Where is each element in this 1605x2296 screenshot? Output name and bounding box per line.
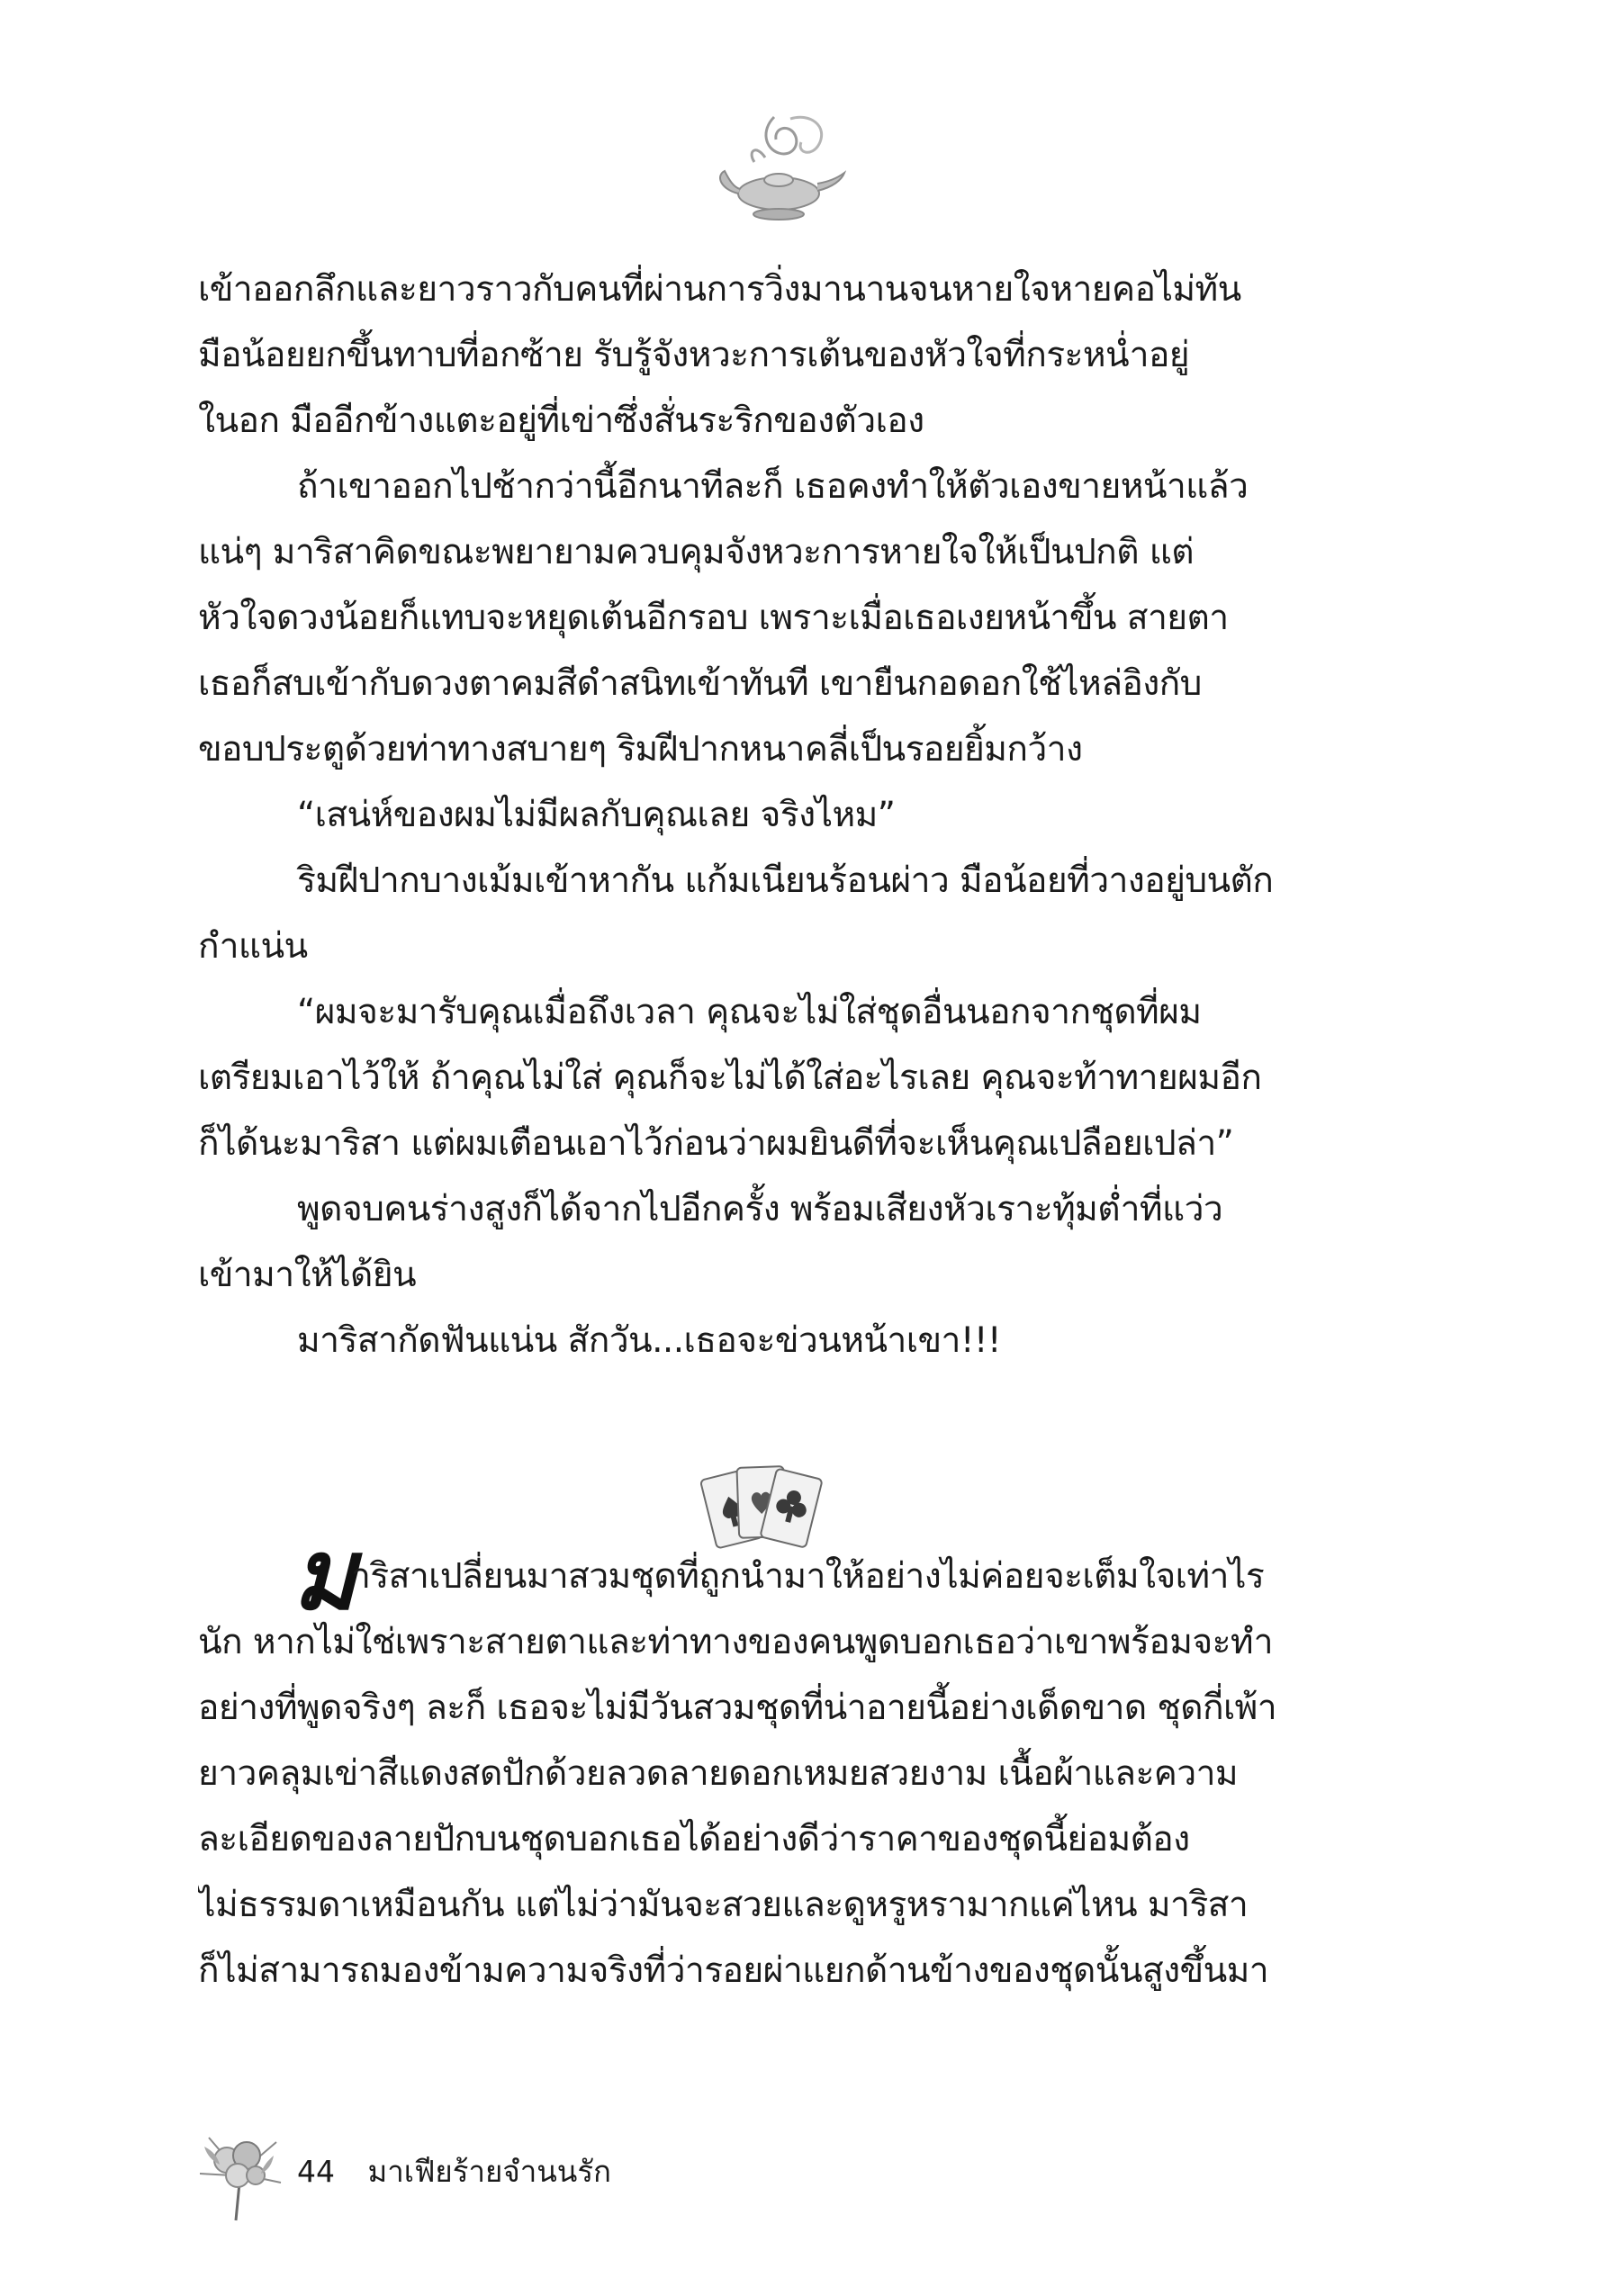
flower-bouquet-icon bbox=[191, 2120, 290, 2223]
book-title: มาเฟียร้ายจำนนรัก bbox=[367, 2154, 612, 2189]
text-line: กำแน่น bbox=[198, 926, 308, 967]
text-line: “ผมจะมารับคุณเมื่อถึงเวลา คุณจะไม่ใส่ชุดอื่นนอกจากชุดที่ผม bbox=[297, 992, 1202, 1032]
text-line: อย่างที่พูดจริงๆ ละก็ เธอจะไม่มีวันสวมชุดที่น่าอายนี้อย่างเด็ดขาด ชุดกี่เพ้า bbox=[198, 1688, 1277, 1728]
page-number: 44 bbox=[297, 2154, 335, 2189]
text-line: เตรียมเอาไว้ให้ ถ้าคุณไม่ใส่ คุณก็จะไม่ได้ใส่อะไรเลย คุณจะท้าทายผมอีก bbox=[198, 1058, 1262, 1098]
playing-cards-icon bbox=[693, 1451, 828, 1559]
text-line: เธอก็สบเข้ากับดวงตาคมสีดำสนิทเข้าทันที เขายืนกอดอกใช้ไหล่อิงกับ bbox=[198, 663, 1202, 704]
text-line: ก็ได้นะมาริสา แต่ผมเตือนเอาไว้ก่อนว่าผมยินดีที่จะเห็นคุณเปลือยเปล่า” bbox=[198, 1123, 1234, 1164]
magic-lamp-icon bbox=[711, 108, 846, 230]
text-line: ถ้าเขาออกไปช้ากว่านี้อีกนาทีละก็ เธอคงทำให้ตัวเองขายหน้าแล้ว bbox=[297, 466, 1249, 507]
text-line: พูดจบคนร่างสูงก็ได้จากไปอีกครั้ง พร้อมเสียงหัวเราะทุ้มต่ำที่แว่ว bbox=[297, 1189, 1223, 1229]
text-line: ขอบประตูด้วยท่าทางสบายๆ ริมฝีปากหนาคลี่เป็นรอยยิ้มกว้าง bbox=[198, 729, 1083, 770]
text-line: ในอก มืออีกข้างแตะอยู่ที่เข่าซึ่งสั่นระริกของตัวเอง bbox=[198, 401, 924, 441]
text-line: มาริสากัดฟันแน่น สักวัน...เธอจะข่วนหน้าเขา!!! bbox=[297, 1320, 1001, 1361]
text-line: ริมฝีปากบางเม้มเข้าหากัน แก้มเนียนร้อนผ่าว มือน้อยที่วางอยู่บนตัก bbox=[297, 860, 1274, 901]
text-line: ก็ไม่สามารถมองข้ามความจริงที่ว่ารอยผ่าแยกด้านข้างของชุดนั้นสูงขึ้นมา bbox=[198, 1950, 1269, 1991]
text-line: าริสาเปลี่ยนมาสวมชุดที่ถูกนำมาให้อย่างไม่ค่อยจะเต็มใจเท่าไร bbox=[351, 1556, 1265, 1597]
text-line: แน่ๆ มาริสาคิดขณะพยายามควบคุมจังหวะการหายใจให้เป็นปกติ แต่ bbox=[198, 532, 1194, 572]
text-line: ไม่ธรรมดาเหมือนกัน แต่ไม่ว่ามันจะสวยและดูหรูหรามากแค่ไหน มาริสา bbox=[198, 1885, 1249, 1925]
text-line: ละเอียดของลายปักบนชุดบอกเธอได้อย่างดีว่าราคาของชุดนี้ย่อมต้อง bbox=[198, 1819, 1190, 1859]
text-line: “เสน่ห์ของผมไม่มีผลกับคุณเลย จริงไหม” bbox=[297, 795, 896, 835]
text-line: เข้าออกลึกและยาวราวกับคนที่ผ่านการวิ่งมานานจนหายใจหายคอไม่ทัน bbox=[198, 269, 1241, 310]
page-footer bbox=[297, 2147, 611, 2195]
drop-cap: ม bbox=[293, 1518, 357, 1632]
text-line: มือน้อยยกขึ้นทาบที่อกซ้าย รับรู้จังหวะการเต้นของหัวใจที่กระหน่ำอยู่ bbox=[198, 335, 1190, 375]
text-line: นัก หากไม่ใช่เพราะสายตาและท่าทางของคนพูดบอกเธอว่าเขาพร้อมจะทำ bbox=[198, 1622, 1273, 1662]
text-line: เข้ามาให้ได้ยิน bbox=[198, 1255, 417, 1295]
text-line: ยาวคลุมเข่าสีแดงสดปักด้วยลวดลายดอกเหมยสวยงาม เนื้อผ้าและความ bbox=[198, 1753, 1239, 1794]
body-text-top bbox=[198, 257, 1332, 1373]
text-line: หัวใจดวงน้อยก็แทบจะหยุดเต้นอีกรอบ เพราะเมื่อเธอเงยหน้าขึ้น สายตา bbox=[198, 598, 1229, 638]
body-text-bottom bbox=[198, 1544, 1332, 2003]
